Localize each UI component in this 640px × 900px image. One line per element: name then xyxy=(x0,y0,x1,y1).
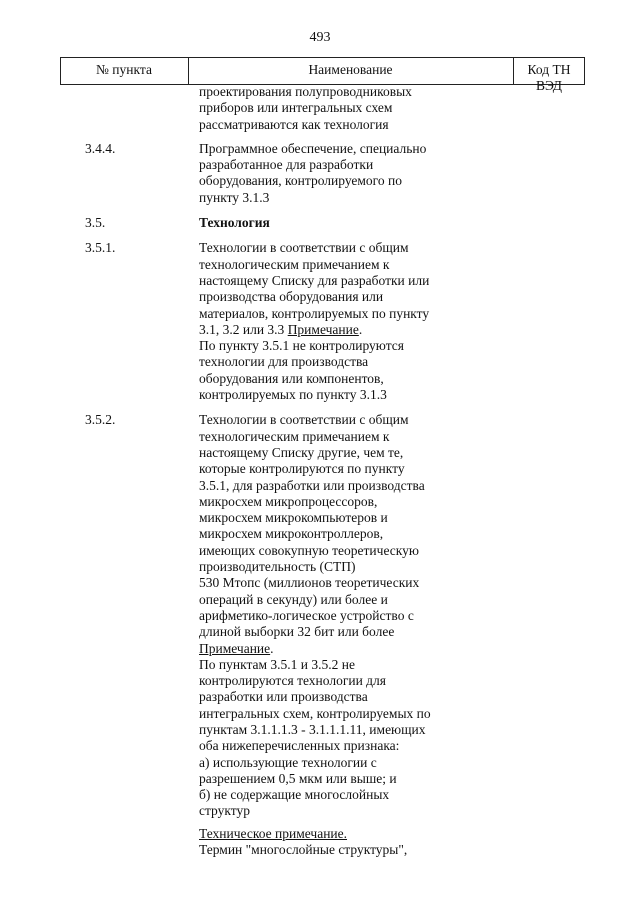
table-border-left xyxy=(60,58,61,84)
row-text xyxy=(199,240,449,403)
note-text: По пункту 3.5.1 не контролируются технологии для производства оборудования или компонентов, контролируемых по пункту 3.1.3 xyxy=(199,338,404,403)
table-header xyxy=(60,57,585,93)
note-label: Примечание xyxy=(287,321,359,337)
table-row-3-4-4 xyxy=(0,141,640,206)
row-text: Программное обеспечение, специально разработанное для разработки оборудования, контролируемого по пункту 3.1.3 xyxy=(199,140,427,205)
technical-note-label: Техническое примечание. xyxy=(199,825,348,841)
note-text: По пунктам 3.5.1 и 3.5.2 не контролируются технологии для разработки или производства интегральных схем, контролируемых по пунктам 3.1.1.1.3 - 3.1.1.1.11, имеющих оба нижеперечисленных признака: а) использующие технологии с разрешением 0,5 мкм или выше; и б) не содержащие многослойных структур xyxy=(199,656,431,819)
note-label: Примечание xyxy=(199,640,271,656)
technical-note-text: Термин "многослойные структуры", xyxy=(199,842,408,858)
table-divider-1 xyxy=(188,58,189,84)
row-number: 3.5. xyxy=(85,215,106,231)
column-header-name: Наименование xyxy=(308,62,393,77)
note-suffix: . xyxy=(358,321,363,337)
page-number: 493 xyxy=(309,30,331,45)
table-row-3-5-1 xyxy=(0,240,640,403)
table-row-3-5 xyxy=(0,215,640,231)
column-header-number: № пункта xyxy=(96,62,152,77)
note-suffix: . xyxy=(270,640,274,656)
table-border-right xyxy=(584,58,585,84)
column-header-code: Код ТН ВЭД xyxy=(527,62,571,93)
row-text: проектирования полупроводниковых приборов или интегральных схем рассматриваются как технология xyxy=(199,84,412,132)
row-text-main: Технологии в соответствии с общим технологическим примечанием к настоящему Списку для разработки или производства оборудования или материалов, контролируемых по пункту 3.1, 3.2 или 3.3 xyxy=(199,240,430,337)
table-divider-2 xyxy=(513,58,514,84)
row-number: 3.4.4. xyxy=(85,140,116,156)
row-number: 3.5.1. xyxy=(85,240,116,256)
row-text-main: Технологии в соответствии с общим технологическим примечанием к настоящему Списку другие, чем те, которые контролируются по пункту 3.5.1, для разработки или производства микросхем микропроцессоров, микросхем микрокомпьютеров и микросхем микроконтроллеров, имеющих совокупную теоретическую производительность (СТП) 530 Мтопс (миллионов теоретических операций в секунду) или более и арифметико-логическое устройство с длиной выборки 32 бит или более xyxy=(199,412,425,640)
table-body xyxy=(0,84,640,858)
section-title: Технология xyxy=(199,215,270,231)
table-row-continuation xyxy=(0,84,640,133)
table-row-3-5-2 xyxy=(0,412,640,858)
row-text xyxy=(199,412,449,858)
row-number: 3.5.2. xyxy=(85,412,116,428)
